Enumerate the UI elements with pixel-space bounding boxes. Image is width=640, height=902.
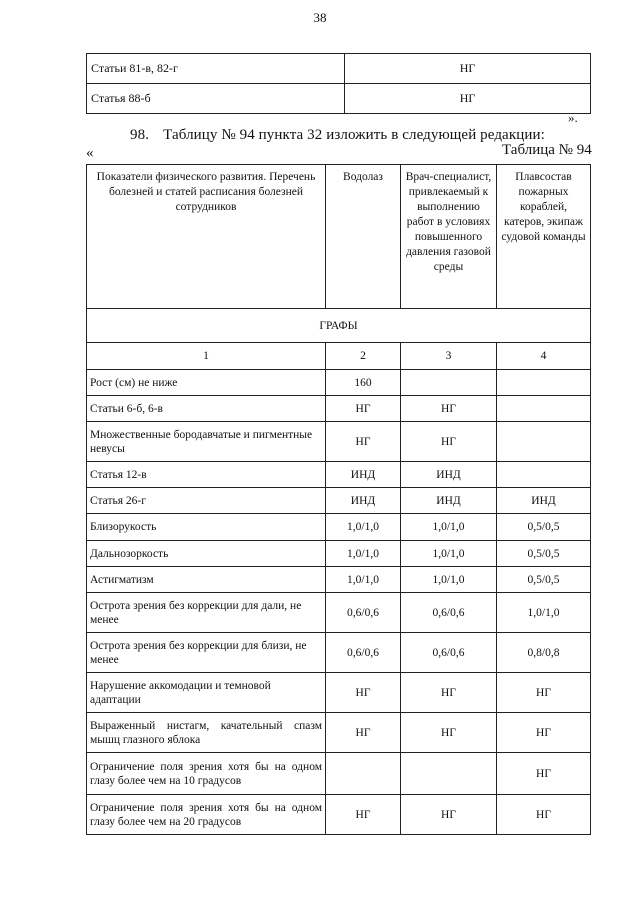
diver-value: 0,6/0,6: [326, 593, 401, 633]
table-row: [87, 713, 591, 753]
grafy-row: [87, 309, 591, 343]
crew-value: [497, 396, 591, 422]
row-label: Статья 88-б: [87, 84, 345, 114]
column-number: 4: [497, 343, 591, 370]
crew-value: [497, 422, 591, 462]
table-row: [87, 54, 591, 84]
diver-value: 160: [326, 370, 401, 396]
column-number: 1: [87, 343, 326, 370]
diver-value: 1,0/1,0: [326, 541, 401, 567]
diver-value: НГ: [326, 396, 401, 422]
table-row: [87, 593, 591, 633]
row-value: НГ: [345, 54, 591, 84]
table-row: [87, 84, 591, 114]
table-row: [87, 422, 591, 462]
indicator-cell: Статьи 6-б, 6-в: [87, 396, 326, 422]
column-number: 2: [326, 343, 401, 370]
doctor-value: 1,0/1,0: [401, 514, 497, 541]
doctor-value: [401, 370, 497, 396]
crew-value: 0,5/0,5: [497, 541, 591, 567]
crew-value: 0,5/0,5: [497, 567, 591, 593]
table-row: [87, 370, 591, 396]
column-number: 3: [401, 343, 497, 370]
crew-value: НГ: [497, 713, 591, 753]
doctor-value: НГ: [401, 673, 497, 713]
indicator-cell: Дальнозоркость: [87, 541, 326, 567]
diver-value: НГ: [326, 673, 401, 713]
page-number: 38: [313, 10, 327, 25]
table-94: [86, 164, 591, 835]
crew-value: ИНД: [497, 488, 591, 514]
indicator-cell: Острота зрения без коррекции для дали, не менее: [87, 593, 326, 633]
indicator-cell: Ограничение поля зрения хотя бы на одном глазу более чем на 10 градусов: [87, 753, 326, 795]
header-doctor: Врач-специалист, привлекаемый к выполнению работ в условиях повышенного давления газовой среды: [401, 165, 497, 309]
diver-value: 0,6/0,6: [326, 633, 401, 673]
doctor-value: ИНД: [401, 462, 497, 488]
crew-value: [497, 370, 591, 396]
table-row: [87, 633, 591, 673]
diver-value: [326, 753, 401, 795]
table-caption: Таблица № 94: [502, 142, 592, 158]
diver-value: ИНД: [326, 462, 401, 488]
grafy-label: ГРАФЫ: [87, 309, 591, 343]
table-row: [87, 541, 591, 567]
doctor-value: 1,0/1,0: [401, 567, 497, 593]
continued-table: [86, 53, 591, 114]
crew-value: 0,5/0,5: [497, 514, 591, 541]
indicator-cell: Выраженный нистагм, качательный спазм мышц глазного яблока: [87, 713, 326, 753]
header-fire-ship-crew: Плавсостав пожарных кораблей, катеров, экипаж судовой команды: [497, 165, 591, 309]
indicator-cell: Статья 26-г: [87, 488, 326, 514]
table-row: [87, 753, 591, 795]
opening-quote: «: [86, 145, 94, 161]
table-row: [87, 795, 591, 835]
instruction-number: 98.: [130, 127, 150, 143]
doctor-value: ИНД: [401, 488, 497, 514]
indicator-cell: Статья 12-в: [87, 462, 326, 488]
table-row: [87, 673, 591, 713]
header-row: [87, 165, 591, 309]
row-label: Статьи 81-в, 82-г: [87, 54, 345, 84]
table-row: [87, 567, 591, 593]
indicator-cell: Ограничение поля зрения хотя бы на одном глазу более чем на 20 градусов: [87, 795, 326, 835]
crew-value: 1,0/1,0: [497, 593, 591, 633]
crew-value: 0,8/0,8: [497, 633, 591, 673]
diver-value: 1,0/1,0: [326, 514, 401, 541]
doctor-value: 1,0/1,0: [401, 541, 497, 567]
crew-value: [497, 462, 591, 488]
indicator-cell: Множественные бородавчатые и пигментные невусы: [87, 422, 326, 462]
column-numbers-row: [87, 343, 591, 370]
doctor-value: НГ: [401, 795, 497, 835]
table-row: [87, 514, 591, 541]
doctor-value: НГ: [401, 713, 497, 753]
header-diver: Водолаз: [326, 165, 401, 309]
diver-value: 1,0/1,0: [326, 567, 401, 593]
crew-value: НГ: [497, 753, 591, 795]
row-value: НГ: [345, 84, 591, 114]
closing-quote: ».: [568, 110, 578, 125]
doctor-value: НГ: [401, 422, 497, 462]
doctor-value: 0,6/0,6: [401, 593, 497, 633]
table-row: [87, 462, 591, 488]
instruction-text: Таблицу № 94 пункта 32 изложить в следующей редакции:: [163, 127, 545, 143]
crew-value: НГ: [497, 795, 591, 835]
crew-value: НГ: [497, 673, 591, 713]
table-row: [87, 488, 591, 514]
instruction-paragraph: [130, 127, 545, 144]
table-row: [87, 396, 591, 422]
indicator-cell: Близорукость: [87, 514, 326, 541]
doctor-value: [401, 753, 497, 795]
indicator-cell: Острота зрения без коррекции для близи, не менее: [87, 633, 326, 673]
indicator-cell: Астигматизм: [87, 567, 326, 593]
doctor-value: НГ: [401, 396, 497, 422]
diver-value: ИНД: [326, 488, 401, 514]
diver-value: НГ: [326, 422, 401, 462]
diver-value: НГ: [326, 713, 401, 753]
indicator-cell: Рост (см) не ниже: [87, 370, 326, 396]
doctor-value: 0,6/0,6: [401, 633, 497, 673]
indicator-cell: Нарушение аккомодации и темновой адаптации: [87, 673, 326, 713]
diver-value: НГ: [326, 795, 401, 835]
header-indicators: Показатели физического развития. Перечень болезней и статей расписания болезней сотрудников: [87, 165, 326, 309]
